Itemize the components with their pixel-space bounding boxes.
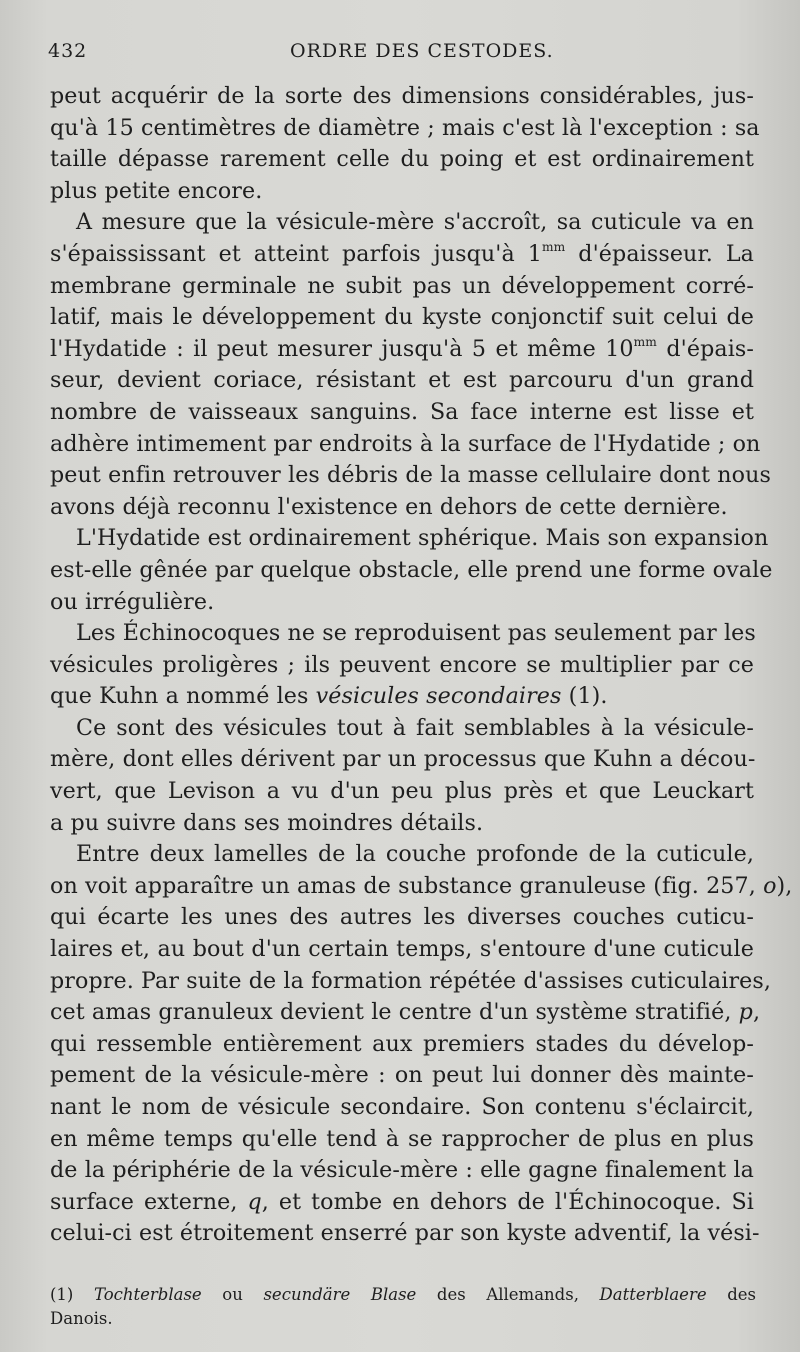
text-line: pement de la vésicule-mère : on peut lui donner dès mainte- [50,1062,754,1089]
text-line: mère, dont elles dérivent par un processus que Kuhn a décou- [50,746,756,773]
text-line: de la périphérie de la vésicule-mère : elle gagne finalement la [50,1157,754,1184]
text-line: Les Échinocoques ne se reproduisent pas seulement par les [76,620,756,647]
footnote-line: Danois. [50,1309,113,1328]
text-line: qu'à 15 centimètres de diamètre ; mais c'est là l'exception : sa [50,114,760,141]
text-line: adhère intimement par endroits à la surface de l'Hydatide ; on [50,430,761,457]
text-line: laires et, au bout d'un certain temps, s'entoure d'une cuticule [50,936,754,963]
footnote-line: (1) Tochterblase ou secundäre Blase des Allemands, Datterblaere des [50,1285,757,1304]
text-line: seur, devient coriace, résistant et est parcouru d'un grand [50,367,754,394]
figure-label: p [738,999,753,1026]
footnote-marker: (1) [50,1285,74,1304]
text-line: A mesure que la vésicule-mère s'accroît, sa cuticule va en [76,209,754,236]
running-title: ORDRE DES CESTODES. [290,40,554,62]
italic-term: vésicules secondaires [315,683,562,710]
text-line: Entre deux lamelles de la couche profonde de la cuticule, [76,841,754,868]
footnote [50,1283,756,1331]
unit-mm: mm [633,334,657,349]
text-line: qui écarte les unes des autres les diverses couches cuticu- [50,904,754,931]
body-text [50,81,793,1250]
text-line: taille dépasse rarement celle du poing et est ordinairement [50,146,754,173]
text-line: l'Hydatide : il peut mesurer jusqu'à 5 et même $10^{mm}$ d'épais- [50,334,754,362]
text-line: est-elle gênée par quelque obstacle, elle prend une forme ovale [50,556,773,583]
text-line: en même temps qu'elle tend à se rapprocher de plus en plus [50,1125,754,1152]
text-line: latif, mais le développement du kyste conjonctif suit celui de [50,304,754,331]
text-line: vert, que Levison a vu d'un peu plus près et que Leuckart [50,778,754,805]
text-line: membrane germinale ne subit pas un développement corré- [50,272,754,299]
page-number: 432 [48,40,88,62]
text-line: L'Hydatide est ordinairement sphérique. Mais son expansion [76,525,769,552]
page-header [48,40,750,72]
text-line: propre. Par suite de la formation répétée d'assises cuticulaires, [50,967,772,994]
text-line: cet amas granuleux devient le centre d'un système stratifié, p, [50,999,761,1026]
text-line: a pu suivre dans ses moindres détails. [50,809,484,836]
text-line: vésicules proligères ; ils peuvent encore se multiplier par ce [50,651,754,678]
text-line: Ce sont des vésicules tout à fait semblables à la vésicule- [76,714,754,741]
text-line: avons déjà reconnu l'existence en dehors de cette dernière. [50,493,728,520]
text-line: que Kuhn a nommé les vésicules secondaires (1). [50,683,608,710]
text-line: nant le nom de vésicule secondaire. Son contenu s'éclaircit, [50,1094,754,1120]
text-line: ou irrégulière. [50,588,215,615]
text-line: on voit apparaître un amas de substance granuleuse (fig. 257, o), [50,872,793,899]
figure-label: q [247,1188,262,1215]
text-line: peut acquérir de la sorte des dimensions considérables, jus- [50,83,754,109]
text-line: peut enfin retrouver les débris de la masse cellulaire dont nous [50,462,772,489]
text-line: celui-ci est étroitement enserré par son kyste adventif, la vési- [50,1220,760,1247]
unit-mm: mm [541,240,566,255]
figure-label: o [763,872,777,899]
text-line: s'épaississant et atteint parfois jusqu'à $1^{mm}$ d'épaisseur. La [50,240,754,267]
text-line: qui ressemble entièrement aux premiers stades du dévelop- [50,1030,754,1057]
text-line: nombre de vaisseaux sanguins. Sa face interne est lisse et [50,398,754,425]
text-line: plus petite encore. [50,177,263,204]
text-line: surface externe, q, et tombe en dehors de l'Échinocoque. Si [50,1188,754,1215]
